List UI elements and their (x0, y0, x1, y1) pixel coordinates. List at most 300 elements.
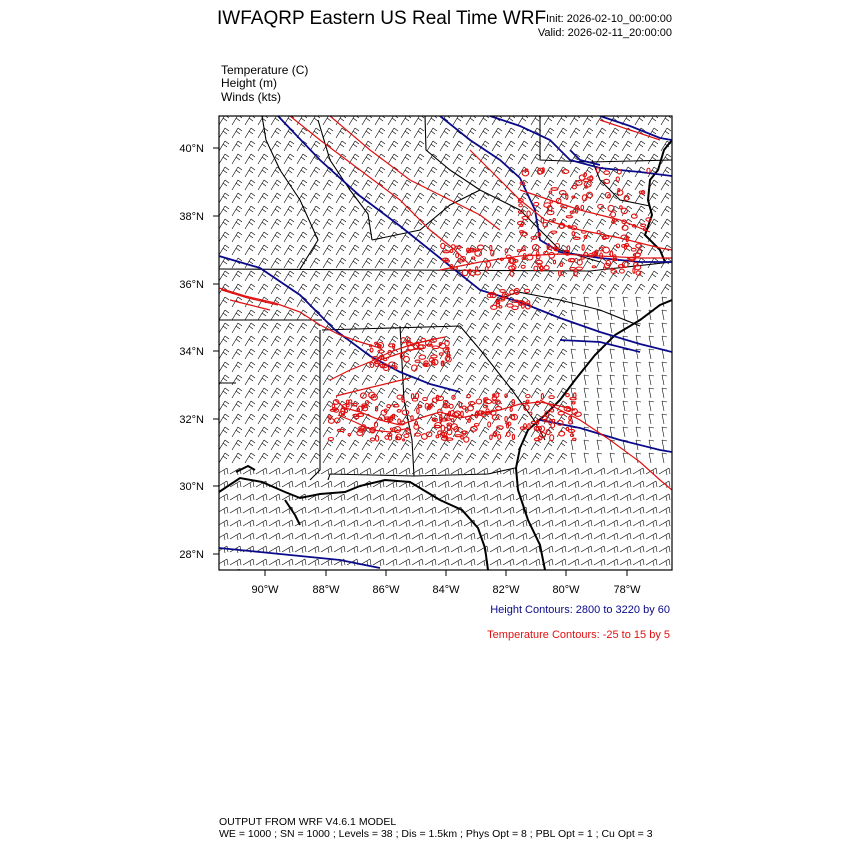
wind-barb (453, 388, 463, 398)
wind-barb (505, 336, 515, 346)
temperature-contour-fragment (439, 353, 443, 355)
temperature-contour-fragment (572, 232, 575, 236)
wind-barb (375, 271, 385, 281)
wind-barb (219, 414, 229, 424)
wind-barb (531, 349, 541, 359)
temperature-contour-fragment (566, 427, 568, 430)
wind-barb (219, 180, 229, 190)
wind-barb (360, 494, 371, 501)
wind-barb (271, 375, 281, 385)
wind-barb (529, 559, 540, 566)
temperature-contour-fragment (549, 252, 555, 258)
wind-barb (258, 453, 268, 463)
lat-label: 32°N (179, 414, 204, 426)
wind-barb (321, 507, 332, 514)
wind-barb (323, 427, 333, 437)
wind-barb (620, 559, 631, 566)
wind-barb (584, 401, 589, 411)
wind-barb (414, 310, 424, 320)
wind-barb (245, 141, 255, 151)
wind-barb (375, 388, 385, 398)
wind-barb (646, 559, 657, 566)
wind-barb (610, 323, 615, 333)
wind-barb (399, 533, 410, 540)
wind-barb (594, 533, 605, 540)
wind-barb (308, 546, 319, 553)
wind-barb (610, 362, 615, 372)
wind-barb (256, 520, 267, 527)
wind-barb (232, 336, 242, 346)
wind-barb (438, 481, 449, 488)
wind-barb (518, 414, 528, 424)
temperature-contour-fragment (415, 393, 418, 398)
temperature-contour-fragment (610, 251, 613, 257)
wind-barb (271, 258, 281, 268)
wind-barb (232, 167, 242, 177)
field-label-winds: Winds (kts) (221, 90, 281, 104)
wind-barb (490, 481, 501, 488)
wind-barb (649, 362, 654, 372)
wind-barb (477, 494, 488, 501)
wind-barb (323, 336, 333, 346)
wind-barb (232, 427, 242, 437)
wind-barb (636, 388, 641, 398)
wind-barb (232, 219, 242, 229)
model-info: OUTPUT FROM WRF V4.6.1 MODEL (219, 816, 397, 828)
wind-barb (479, 388, 489, 398)
temperature-contour-fragment (488, 422, 491, 427)
wind-barb (295, 507, 306, 514)
temperature-contour-fragment (592, 266, 595, 268)
wind-barb (596, 193, 606, 203)
wind-barb (321, 494, 332, 501)
lat-label: 34°N (179, 346, 204, 358)
wind-barb (427, 180, 437, 190)
wind-barb (661, 271, 671, 281)
wind-barb (607, 559, 618, 566)
wind-barb (269, 533, 280, 540)
wind-barb (232, 349, 242, 359)
wind-barb (284, 453, 294, 463)
wind-barb (505, 323, 515, 333)
wind-barb (466, 336, 476, 346)
wind-barb (388, 141, 398, 151)
wind-barb (219, 310, 229, 320)
temperature-contour-fragment (541, 394, 543, 400)
wind-barb (427, 440, 437, 450)
wind-barb (310, 167, 320, 177)
temperature-contour-fragment (559, 191, 566, 195)
wind-barb (245, 336, 255, 346)
wind-barb (516, 468, 527, 475)
wind-barb (323, 258, 333, 268)
temperature-contour-fragment (349, 400, 352, 403)
wind-barb (282, 559, 293, 566)
wind-barb (310, 219, 320, 229)
wind-barb (243, 494, 254, 501)
lon-label: 90°W (251, 584, 279, 596)
wind-barb (505, 310, 515, 320)
wind-barb (271, 440, 281, 450)
wind-barb (451, 546, 462, 553)
temperature-contour-fragment (534, 266, 538, 270)
wind-barb (269, 494, 280, 501)
wind-barb (646, 520, 657, 527)
wind-barb (412, 533, 423, 540)
wind-barb (347, 546, 358, 553)
wind-barb (360, 546, 371, 553)
temperature-contour-fragment (459, 402, 462, 407)
wind-barb (584, 349, 589, 359)
wind-barb (336, 258, 346, 268)
temperature-contour-fragment (566, 216, 572, 218)
wind-barb (295, 546, 306, 553)
wind-barb (490, 520, 501, 527)
wind-barb (245, 440, 255, 450)
temperature-contour-fragment (378, 418, 382, 420)
wind-barb (492, 375, 502, 385)
wind-barb (349, 310, 359, 320)
wind-barb (349, 375, 359, 385)
wind-barb (568, 507, 579, 514)
wind-barb (607, 533, 618, 540)
temperature-contour-fragment (487, 262, 491, 268)
wind-barb (662, 401, 667, 411)
wind-barb (596, 284, 606, 294)
wind-barb (282, 533, 293, 540)
wind-barb (440, 453, 450, 463)
wind-barb (451, 533, 462, 540)
wind-barb (492, 453, 502, 463)
temperature-contour-fragment (526, 400, 529, 402)
wind-barb (334, 520, 345, 527)
wind-barb (610, 414, 615, 424)
wind-barb (323, 232, 333, 242)
wind-barb (568, 559, 579, 566)
wind-barb (219, 167, 229, 177)
temperature-contour-fragment (397, 395, 403, 399)
wind-barb (557, 323, 567, 333)
wind-barb (323, 245, 333, 255)
wind-barb (568, 494, 579, 501)
wind-barb (219, 128, 229, 138)
wind-barb (518, 336, 528, 346)
wind-barb (362, 440, 372, 450)
temperature-contour-fragment (527, 211, 530, 216)
wind-barb (360, 468, 371, 475)
wind-barb (321, 559, 332, 566)
wind-barb (284, 388, 294, 398)
wind-barb (531, 453, 541, 463)
wind-barb (401, 206, 411, 216)
wind-barb (321, 520, 332, 527)
temperature-contour-fragment (510, 407, 512, 411)
temperature-contour-fragment (332, 404, 335, 407)
wind-barb (362, 323, 372, 333)
wind-barb (375, 453, 385, 463)
wind-barb (518, 271, 528, 281)
wind-barb (284, 401, 294, 411)
wind-barb (479, 154, 489, 164)
wind-barb (505, 232, 515, 242)
wind-barb (232, 453, 242, 463)
wind-barb (531, 440, 541, 450)
wind-barb (571, 453, 576, 463)
temperature-contour-fragment (476, 399, 481, 404)
wind-barb (336, 440, 346, 450)
wind-barb (633, 546, 644, 553)
wind-barb (581, 546, 592, 553)
wind-barb (297, 271, 307, 281)
wind-barb (310, 336, 320, 346)
wind-barb (607, 481, 618, 488)
wind-barb (219, 271, 229, 281)
temperature-contour-fragment (490, 245, 492, 250)
wind-barb (518, 323, 528, 333)
temperature-contour-fragment (441, 243, 445, 248)
wind-barb (386, 494, 397, 501)
wind-barb (542, 481, 553, 488)
wind-barb (388, 167, 398, 177)
wind-barb (492, 128, 502, 138)
temperature-contour-fragment (597, 231, 600, 234)
temperature-contour-fragment (474, 424, 478, 426)
wind-barb (414, 440, 424, 450)
wind-barb (258, 206, 268, 216)
temperature-contour-fragment (633, 254, 635, 256)
wind-barb (542, 468, 553, 475)
wind-barb (232, 141, 242, 151)
wind-barb (323, 362, 333, 372)
wind-barb (269, 559, 280, 566)
temperature-contour-fragment (419, 405, 422, 408)
wind-barb (284, 362, 294, 372)
wind-barb (219, 232, 229, 242)
wind-barb (505, 154, 515, 164)
wind-barb (308, 559, 319, 566)
wind-barb (401, 141, 411, 151)
wind-barb (570, 284, 580, 294)
wind-barb (219, 362, 229, 372)
wind-barb (414, 245, 424, 255)
wind-barb (349, 349, 359, 359)
wind-barb (336, 128, 346, 138)
wind-barb (610, 388, 615, 398)
wind-barb (425, 507, 436, 514)
temperature-contour-fragment (450, 250, 453, 253)
wind-barb (479, 375, 489, 385)
wind-barb (555, 533, 566, 540)
wind-barb (427, 141, 437, 151)
wind-barb (597, 388, 602, 398)
wind-barb (232, 154, 242, 164)
wind-barb (269, 507, 280, 514)
wind-barb (258, 414, 268, 424)
wind-barb (375, 284, 385, 294)
temperature-contour-fragment (449, 404, 453, 408)
temperature-contour-fragment (384, 358, 387, 360)
wind-barb (321, 546, 332, 553)
temperature-contour-legend: Temperature Contours: -25 to 15 by 5 (487, 629, 670, 641)
wind-barb (635, 180, 645, 190)
lon-label: 82°W (492, 584, 520, 596)
temperature-contour-fragment (397, 410, 401, 413)
wind-barb (245, 323, 255, 333)
wind-barb (373, 559, 384, 566)
wind-barb (440, 141, 450, 151)
wind-barb (362, 128, 372, 138)
wind-barb (544, 453, 554, 463)
temperature-contour-fragment (603, 247, 610, 253)
wind-barb (271, 219, 281, 229)
wind-barb (401, 154, 411, 164)
temperature-contour-fragment (402, 410, 409, 415)
wind-barb (375, 310, 385, 320)
wind-barb (609, 271, 619, 281)
wind-barb (230, 533, 241, 540)
temperature-contour-fragment (490, 435, 492, 440)
wind-barb (557, 128, 567, 138)
wind-barb (258, 388, 268, 398)
wind-barb (584, 375, 589, 385)
temperature-contour-fragment (536, 401, 540, 405)
temperature-contour-fragment (328, 419, 334, 424)
wind-barb (597, 297, 602, 307)
wind-barb (492, 336, 502, 346)
wind-barb (542, 520, 553, 527)
wind-barb (401, 180, 411, 190)
wind-barb (544, 284, 554, 294)
wind-barb (271, 232, 281, 242)
wind-barb (479, 323, 489, 333)
wind-barb (635, 232, 645, 242)
wind-barb (219, 141, 229, 151)
temperature-contour-fragment (638, 250, 642, 254)
wind-barb (271, 206, 281, 216)
temperature-contour-fragment (451, 419, 454, 422)
wind-barb (584, 297, 589, 307)
temperature-contour-fragment (527, 254, 533, 260)
wind-barb (362, 271, 372, 281)
wind-barb (620, 507, 631, 514)
temperature-contour-fragment (431, 355, 437, 358)
wind-barb (297, 401, 307, 411)
wind-barb (451, 520, 462, 527)
temperature-contour-fragment (359, 427, 365, 429)
wind-barb (516, 559, 527, 566)
wind-barb (623, 349, 628, 359)
wind-barb (453, 336, 463, 346)
wind-barb (310, 427, 320, 437)
wind-barb (479, 206, 489, 216)
wind-barb (375, 258, 385, 268)
temperature-contour-fragment (572, 185, 576, 188)
wind-barb (649, 453, 654, 463)
wind-barb (440, 206, 450, 216)
temperature-contour-fragment (421, 338, 425, 341)
wind-barb (388, 154, 398, 164)
wind-barb (295, 520, 306, 527)
wind-barb (503, 494, 514, 501)
temperature-contour-fragment (402, 399, 405, 402)
wind-barb (375, 245, 385, 255)
wind-barb (503, 533, 514, 540)
temperature-contour-fragment (604, 171, 610, 175)
wind-barb (284, 440, 294, 450)
wind-barb (440, 271, 450, 281)
wind-barb (466, 154, 476, 164)
wind-barb (662, 453, 667, 463)
wind-barb (284, 141, 294, 151)
wind-barb (636, 297, 641, 307)
temperature-contour-fragment (417, 408, 419, 414)
wind-barb (245, 232, 255, 242)
wind-barb (531, 310, 541, 320)
temperature-contour-fragment (493, 433, 496, 436)
wind-barb (609, 141, 619, 151)
wind-barb (388, 206, 398, 216)
temperature-contour-fragment (631, 214, 637, 218)
wind-barb (386, 481, 397, 488)
wind-barb (531, 362, 541, 372)
wind-barb (414, 154, 424, 164)
wind-barb (649, 336, 654, 346)
wind-barb (648, 284, 658, 294)
wind-barb (648, 141, 658, 151)
wind-barb (232, 232, 242, 242)
wind-barb (243, 559, 254, 566)
temperature-contour-fragment (631, 248, 636, 251)
wind-barb (401, 128, 411, 138)
wind-barb (362, 284, 372, 294)
wind-barb (649, 388, 654, 398)
wind-barb (584, 388, 589, 398)
wind-barb (386, 559, 397, 566)
wind-barb (649, 349, 654, 359)
wind-barb (568, 533, 579, 540)
wind-barb (323, 206, 333, 216)
wind-barb (555, 520, 566, 527)
wind-barb (401, 310, 411, 320)
wind-barb (568, 520, 579, 527)
temperature-contour-fragment (328, 416, 332, 418)
wind-barb (620, 494, 631, 501)
temperature-contour-fragment (579, 175, 585, 180)
wind-barb (349, 453, 359, 463)
valid-time: Valid: 2026-02-11_20:00:00 (537, 27, 672, 39)
wind-barb (349, 271, 359, 281)
wind-barb (258, 323, 268, 333)
wind-barb (581, 494, 592, 501)
wind-barb (388, 453, 398, 463)
wind-barb (271, 427, 281, 437)
wind-barb (323, 128, 333, 138)
wind-barb (258, 245, 268, 255)
wind-barb (243, 481, 254, 488)
wind-barb (230, 559, 241, 566)
wind-barb (661, 219, 671, 229)
wind-barb (453, 219, 463, 229)
temperature-contour-fragment (621, 208, 627, 213)
wind-barb (607, 520, 618, 527)
wind-barb (360, 533, 371, 540)
temperature-contour-fragment (371, 438, 375, 441)
temperature-contour-fragment (478, 245, 484, 249)
wind-barb (295, 468, 306, 475)
wind-barb (375, 232, 385, 242)
wind-barb (597, 440, 602, 450)
temperature-contour-fragment (458, 260, 465, 262)
